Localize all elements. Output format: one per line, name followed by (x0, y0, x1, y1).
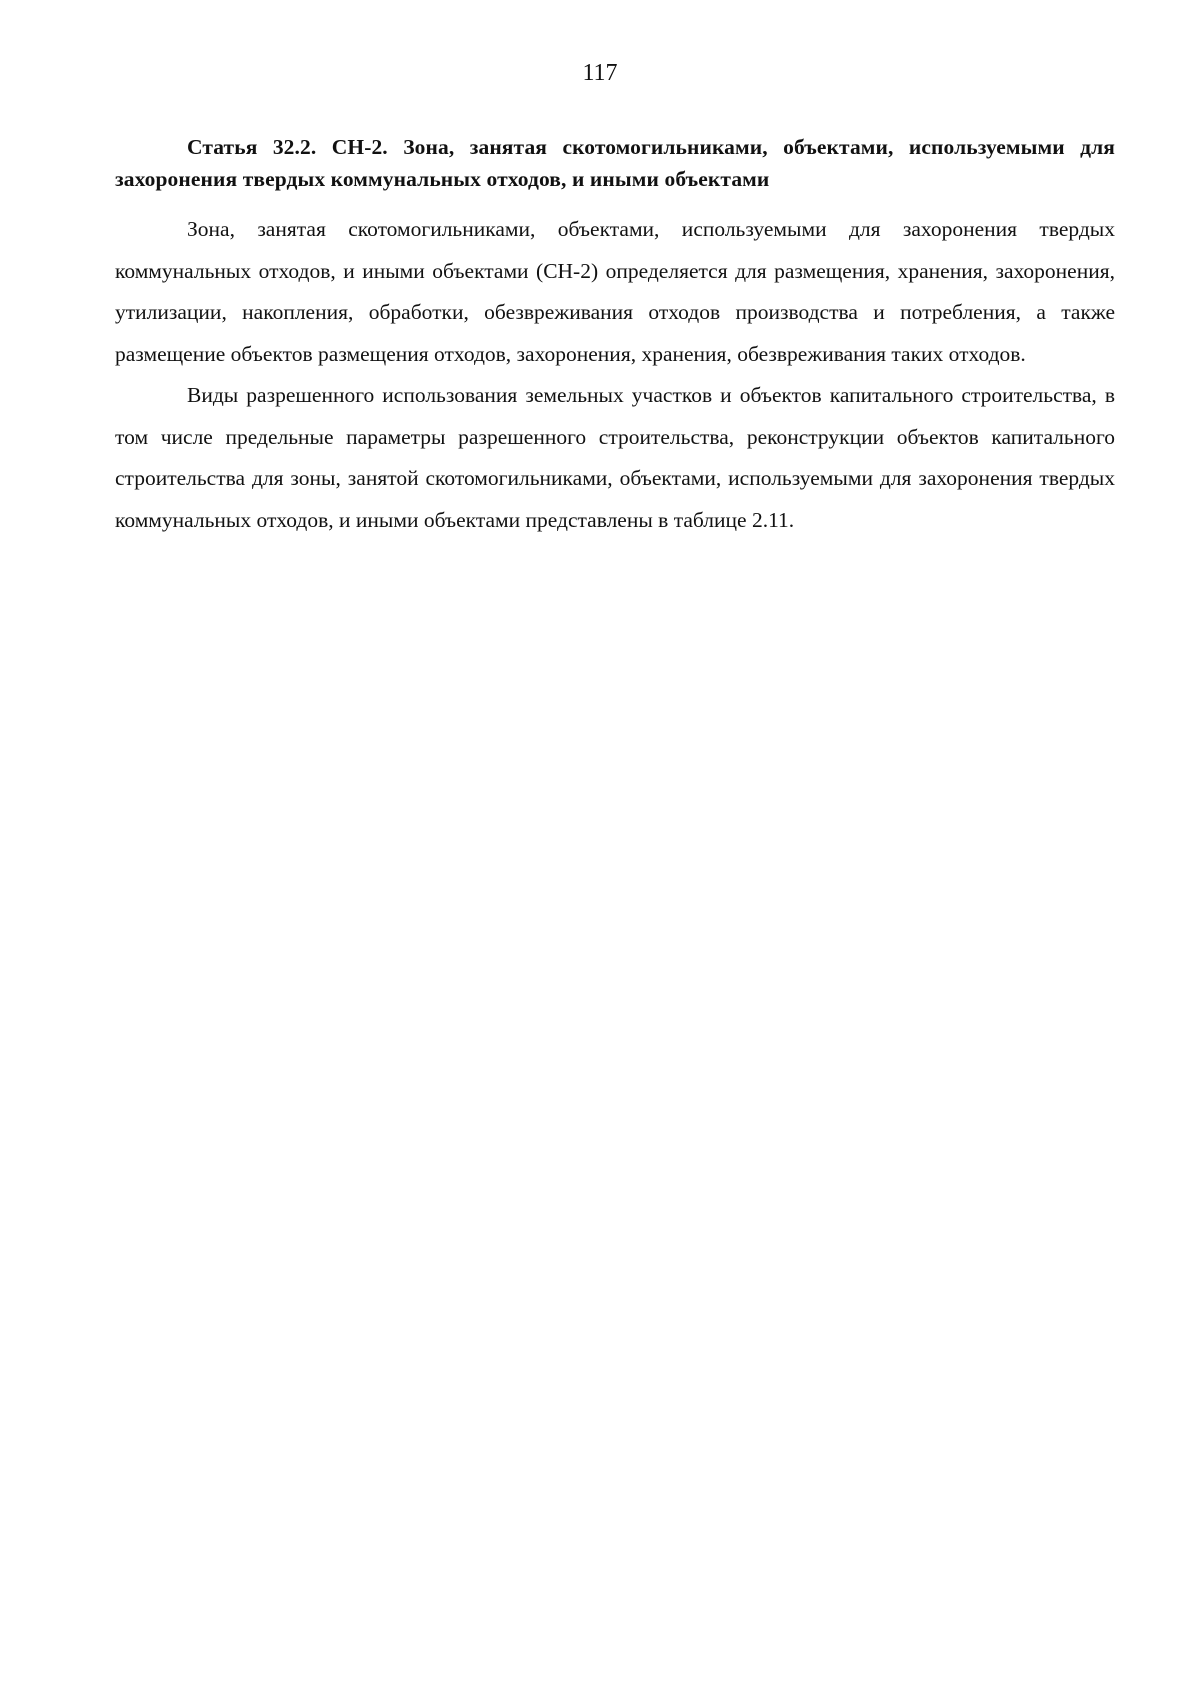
article-heading: Статья 32.2. СН-2. Зона, занятая скотомогильниками, объектами, используемыми для захоронения твердых коммунальных отходов, и иными объектами (115, 135, 1115, 191)
page-number: 117 (582, 60, 618, 86)
article-paragraph-1: Зона, занятая скотомогильниками, объектами, используемыми для захоронения твердых коммунальных отходов, и иными объектами (СН-2) определяется для размещения, хранения, захоронения, утилизации, накопления, обработки, обезвреживания отходов производства и потребления, а также размещение объектов размещения отходов, захоронения, хранения, обезвреживания таких отходов. (115, 217, 1115, 366)
article-content (115, 131, 1115, 541)
article-paragraph-2: Виды разрешенного использования земельных участков и объектов капитального строительства, в том числе предельные параметры разрешенного строительства, реконструкции объектов капитального строительства для зоны, занятой скотомогильниками, объектами, используемыми для захоронения твердых коммунальных отходов, и иными объектами представлены в таблице 2.11. (115, 383, 1115, 532)
